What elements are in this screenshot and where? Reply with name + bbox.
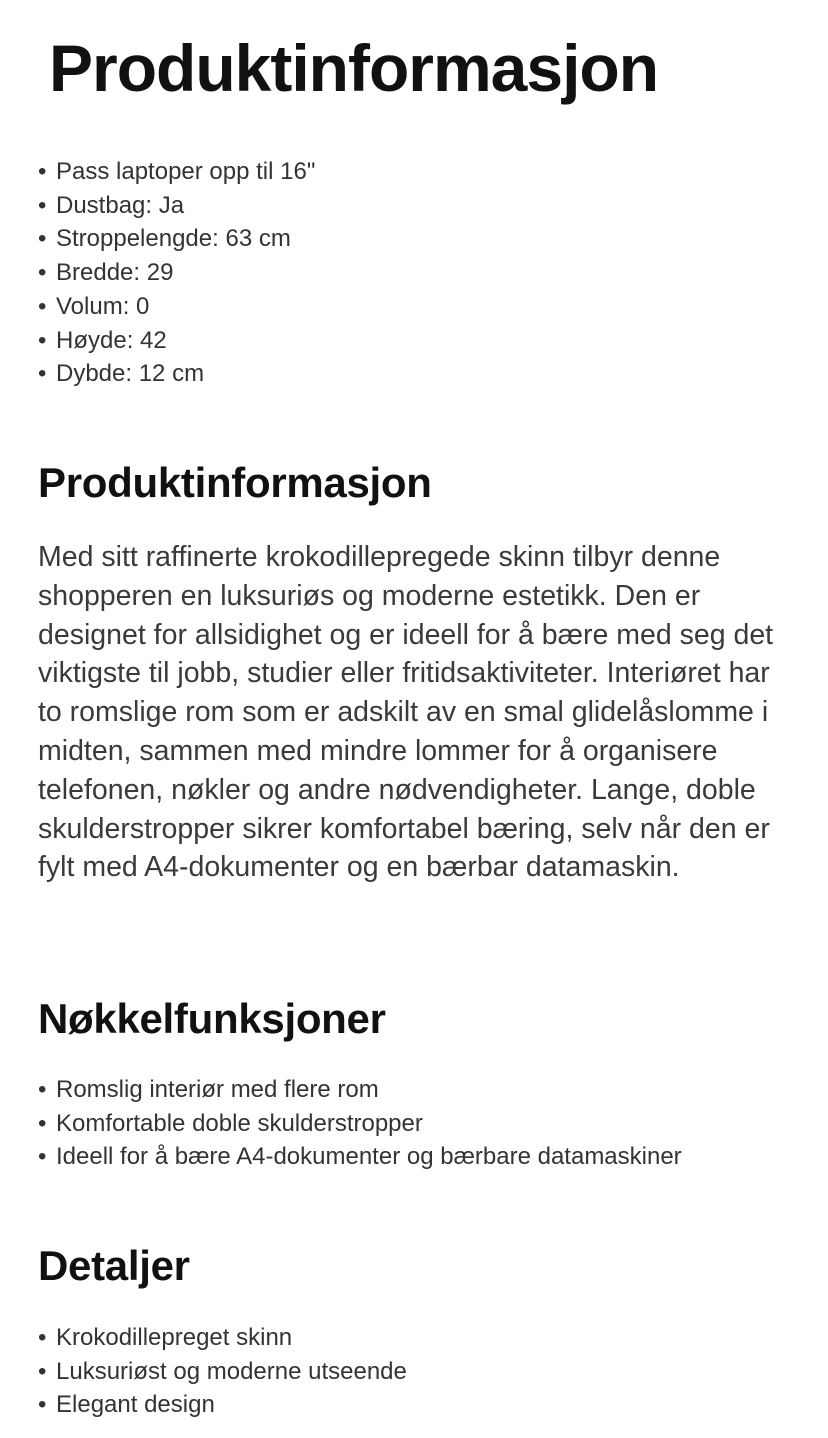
feature-text: Romslig interiør med flere rom: [56, 1076, 379, 1103]
bullet-icon: •: [38, 292, 47, 320]
detail-text: Krokodillepreget skinn: [56, 1324, 293, 1351]
feature-text: Ideell for å bære A4-dokumenter og bærbare datamaskiner: [56, 1143, 682, 1171]
detail-item: [38, 1355, 407, 1389]
bullet-icon: •: [38, 191, 47, 219]
spec-text: Bredde: 29: [56, 259, 174, 287]
feature-text: Komfortable doble skulderstropper: [56, 1109, 423, 1137]
spec-item: [38, 357, 315, 391]
product-description: Med sitt raffinerte krokodillepregede skinn tilbyr denne shopperen en luksuriøs og moderne estetikk. Den er designet for allsidighet og er ideell for å bære med seg det viktigste til jobb, studier eller fritidsaktiviteter. Interiøret har to romslige rom som er adskilt av en smal glidelåslomme i midten, sammen med mindre lommer for å organisere telefonen, nøkler og andre nødvendigheter. Lange, doble skulderstropper sikrer komfortabel bæring, selv når den er fylt med A4-dokumenter og en bærbar datamaskin.: [38, 541, 774, 884]
spec-text: Volum: 0: [56, 292, 150, 320]
spec-item: [38, 155, 315, 189]
bullet-icon: •: [38, 158, 47, 185]
spec-item: [38, 256, 315, 290]
bullet-icon: •: [38, 1143, 47, 1171]
bullet-icon: •: [38, 1109, 47, 1137]
bullet-icon: •: [38, 225, 47, 253]
spec-item: [38, 189, 315, 223]
bullet-icon: •: [38, 326, 47, 354]
details-list: [38, 1321, 407, 1422]
bullet-icon: •: [38, 360, 47, 388]
detail-text: Luksuriøst og moderne utseende: [56, 1357, 407, 1385]
detail-item: [38, 1388, 407, 1422]
bullet-icon: •: [38, 1076, 47, 1103]
spec-text: Dybde: 12 cm: [56, 360, 205, 388]
detail-text: Elegant design: [56, 1391, 215, 1419]
spec-text: Stroppelengde: 63 cm: [56, 225, 291, 253]
feature-item: [38, 1107, 682, 1141]
detail-item: [38, 1321, 407, 1355]
spec-item: [38, 222, 315, 256]
bullet-icon: •: [38, 1357, 47, 1385]
spec-text: Høyde: 42: [56, 326, 167, 354]
bullet-icon: •: [38, 1391, 47, 1419]
product-info-heading: Produktinformasjon: [38, 459, 432, 506]
page-title: Produktinformasjon: [49, 31, 659, 105]
key-features-heading: Nøkkelfunksjoner: [38, 995, 386, 1042]
spec-text: Dustbag: Ja: [56, 191, 185, 219]
spec-text: Pass laptoper opp til 16": [56, 158, 316, 185]
bullet-icon: •: [38, 1324, 47, 1351]
spec-item: [38, 324, 315, 358]
spec-list: [38, 155, 315, 391]
key-features-list: [38, 1073, 682, 1174]
spec-item: [38, 290, 315, 324]
feature-item: [38, 1140, 682, 1174]
feature-item: [38, 1073, 682, 1107]
bullet-icon: •: [38, 259, 47, 287]
details-heading: Detaljer: [38, 1242, 190, 1289]
